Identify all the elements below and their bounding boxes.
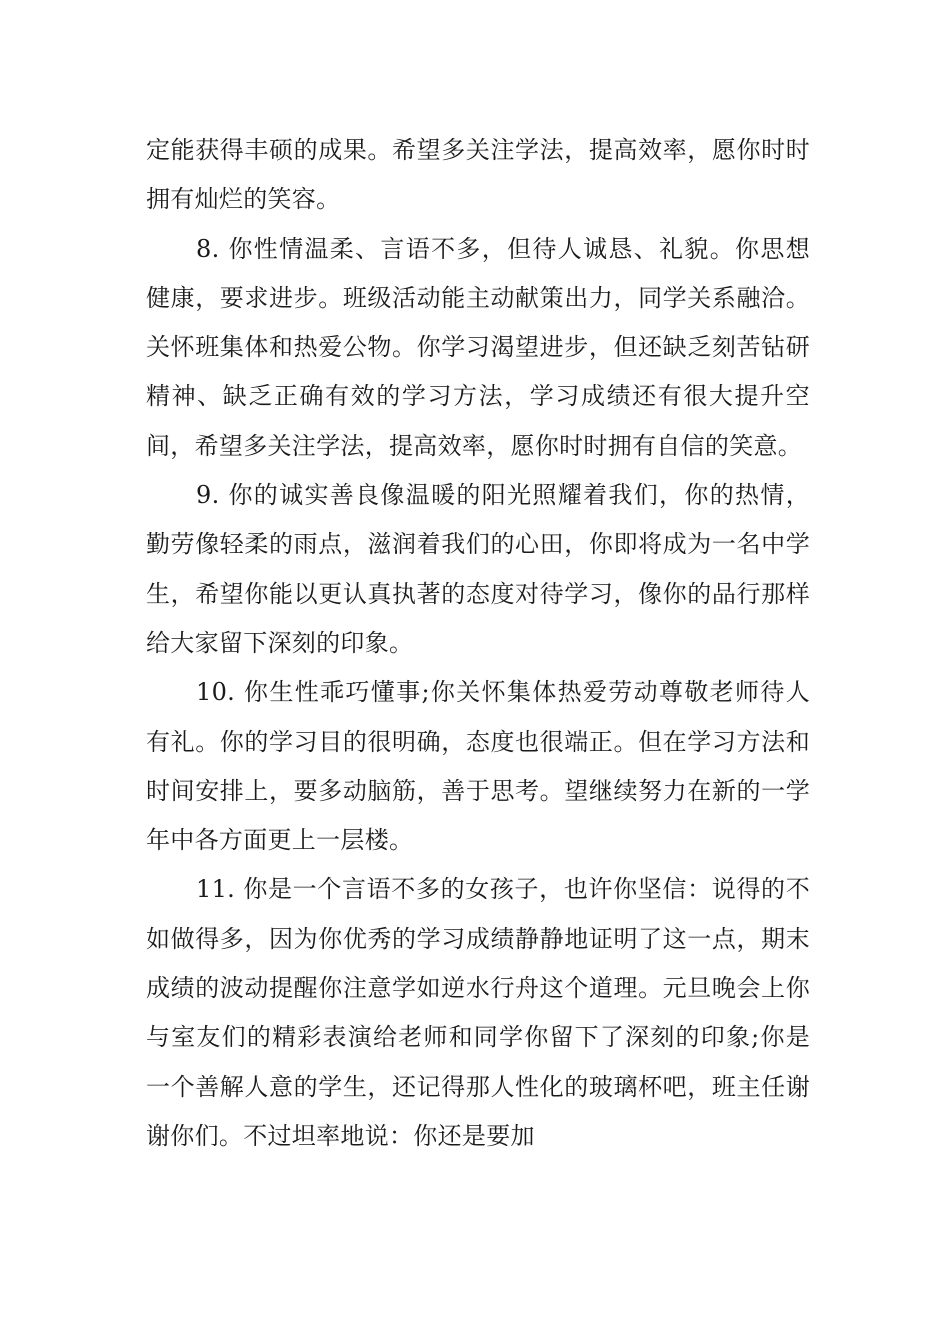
paragraph-8: 8. 你性情温柔、言语不多，但待人诚恳、礼貌。你思想健康，要求进步。班级活动能主动献策出力，同学关系融洽。关怀班集体和热爱公物。你学习渴望进步，但还缺乏刻苦钻研精神、缺乏正确有效的学习方法，学习成绩还有很大提升空间，希望多关注学法，提高效率，愿你时时拥有自信的笑意。: [146, 234, 810, 460]
paragraph-9: 9. 你的诚实善良像温暖的阳光照耀着我们，你的热情，勤劳像轻柔的雨点，滋润着我们的心田，你即将成为一名中学生，希望你能以更认真执著的态度对待学习，像你的品行那样给大家留下深刻的印象。: [146, 481, 810, 657]
paragraph-10: 10. 你生性乖巧懂事;你关怀集体热爱劳动尊敬老师待人有礼。你的学习目的很明确，态度也很端正。但在学习方法和时间安排上，要多动脑筋，善于思考。望继续努力在新的一学年中各方面更上一层楼。: [146, 678, 810, 855]
paragraph-7-continued: 定能获得丰硕的成果。希望多关注学法，提高效率，愿你时时拥有灿烂的笑容。: [146, 136, 810, 214]
document-body: [146, 126, 810, 1161]
paragraph-11: 11. 你是一个言语不多的女孩子，也许你坚信：说得的不如做得多，因为你优秀的学习成绩静静地证明了这一点，期末成绩的波动提醒你注意学如逆水行舟这个道理。元旦晚会上你与室友们的精彩表演给老师和同学你留下了深刻的印象;你是一个善解人意的学生，还记得那人性化的玻璃杯吧，班主任谢谢你们。不过坦率地说：你还是要加: [146, 875, 810, 1150]
